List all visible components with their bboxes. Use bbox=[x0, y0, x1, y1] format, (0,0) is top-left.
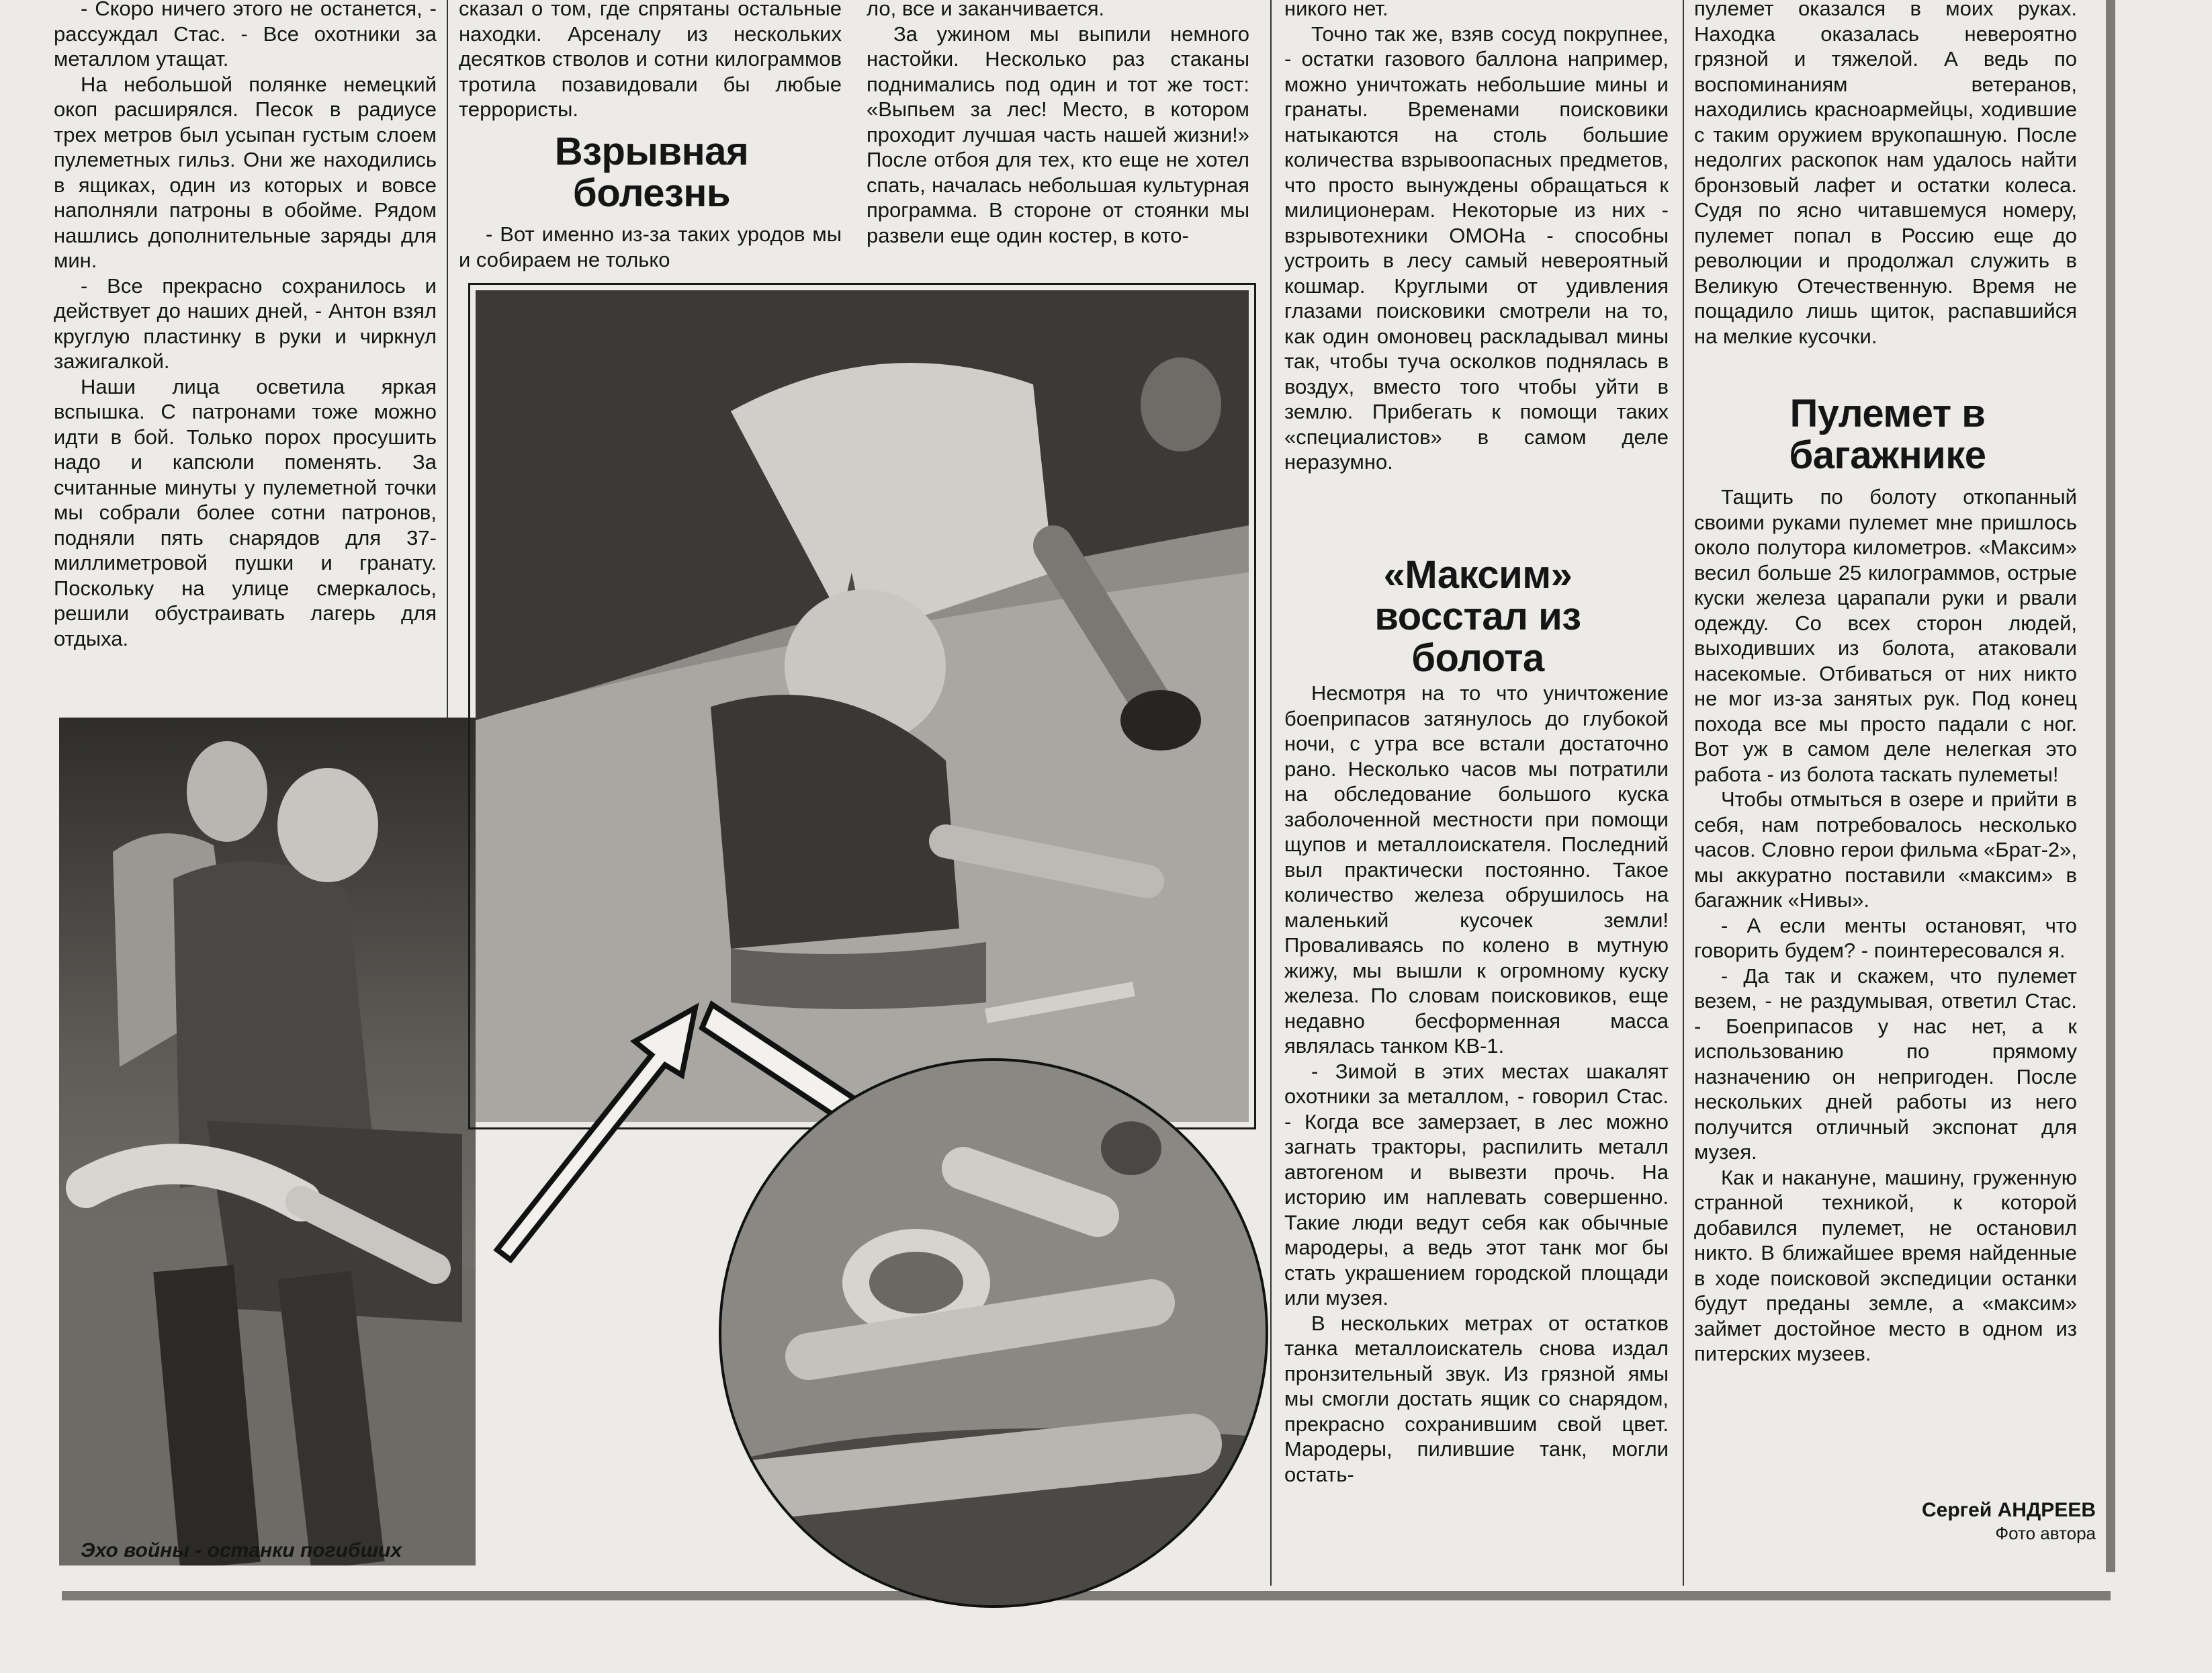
paragraph: В нескольких метрах от остатков танка металлоискатель снова издал пронзительный звук. Из грязной ямы мы смогли достать ящик со снарядом, прекрасно сохранившим свой цвет. Мародеры, пилившие танк, могли остать- bbox=[1284, 1311, 1669, 1486]
heading-text: Взрывная болезнь bbox=[554, 130, 749, 215]
paragraph: Наши лица осветила яркая вспышка. С патронами тоже можно идти в бой. Только порох просушить надо и капсюли поменять. За считанные минуты у пулеметной точки мы собрали более сотни патронов, подняли пять снарядов для 37-миллиметровой пушки и гранату. Поскольку на улице смеркалось, решили обустраивать лагерь для отдыха. bbox=[54, 374, 437, 650]
paragraph: За ужином мы выпили немного настойки. Несколько раз стаканы поднимались под один и тот же тост: «Выпьем за лес! Место, в котором проходит лучшая часть нашей жизни!» После отбоя для тех, кто еще не хотел спать, началась небольшая культурная программа. В стороне от стоянки мы развели еще один костер, в кото- bbox=[867, 22, 1249, 247]
photo-illustration bbox=[721, 1061, 1266, 1605]
article-column-4-bottom bbox=[1284, 681, 1669, 1487]
heading-vzryvnaya-bolezn bbox=[484, 131, 820, 214]
up-arrow-icon bbox=[497, 1008, 695, 1260]
heading-maksim-vosstal bbox=[1317, 554, 1639, 679]
paragraph: - Вот именно из-за таких уродов мы и собираем не только bbox=[459, 222, 842, 271]
article-column-3-top bbox=[867, 0, 1249, 248]
paragraph: - А если менты остановят, что говорить будем? - поинтересовался я. bbox=[1694, 913, 2077, 962]
article-column-5-bottom bbox=[1694, 484, 2077, 1367]
column-rule bbox=[447, 0, 448, 719]
bottom-rule bbox=[62, 1591, 2111, 1600]
photo-credit: Фото автора bbox=[1995, 1523, 2096, 1543]
heading-text: Пулемет в багажнике bbox=[1789, 392, 1986, 477]
paragraph: ло, все и заканчивается. bbox=[867, 0, 1105, 20]
paragraph: пулемет оказался в моих руках. Находка оказалась невероятно грязной и тяжелой. А ведь по воспоминаниям ветеранов, находились красноармейцы, ходившие с таким оружием врукопашную. После недолгих раскопок нам удалось найти бронзовый лафет и остатки колеса. Судя по ясно читавшемуся номеру, пулемет попал в Россию еще до революции и продолжал служить в Великую Отечественную. Время не пощадило лишь щиток, распавшийся на мелкие кусочки. bbox=[1694, 0, 2077, 348]
article-column-2-bottom bbox=[459, 222, 842, 272]
paragraph: Тащить по болоту откопанный своими руками пулемет мне пришлось около полутора километров. «Максим» весил больше 25 килограммов, острые куски железа царапали руки и рвали одежду. Со всех сторон людей, выходивших из болота, атаковали насекомые. Отбиваться от них никто не мог из-за занятых рук. Под конец похода все мы просто падали с ног. Вот уж в самом деле нелегкая это работа - из болота таскать пулеметы! bbox=[1694, 485, 2077, 786]
photo-illustration bbox=[59, 718, 476, 1565]
heading-text: «Максим» восстал из болота bbox=[1374, 553, 1581, 680]
author-name: Сергей АНДРЕЕВ bbox=[1921, 1499, 2096, 1521]
paragraph: - Все прекрасно сохранилось и действует до наших дней, - Антон взял круглую пластинку в руки и чиркнул зажигалкой. bbox=[54, 273, 437, 373]
caption-text: Эхо войны - останки погибших bbox=[81, 1539, 402, 1561]
paragraph: Чтобы отмыться в озере и прийти в себя, нам потребовалось несколько часов. Словно герои фильма «Брат-2», мы аккуратно поставили «максим» в багажник «Нивы». bbox=[1694, 787, 2077, 912]
paragraph: - Скоро ничего этого не останется, - рассуждал Стас. - Все охотники за металлом утащат. bbox=[54, 0, 437, 71]
photo-men-with-hose bbox=[59, 718, 476, 1565]
heading-pulemet-v-bagazhnike bbox=[1720, 393, 2055, 476]
paragraph: Несмотря на то что уничтожение боеприпасов затянулось до глубокой ночи, с утра все встали достаточно рано. Несколько часов мы потратили на обследование большого куска заболоченной местности при помощи щупов и металлоискателя. Последний выл практически постоянно. Такое количество железа обрушилось на маленький кусочек земли! Проваливаясь по колено в мутную жижу, мы вышли к огромному куску железа. По словам поисковиков, еще недавно бесформенная масса являлась танком КВ-1. bbox=[1284, 681, 1669, 1058]
photo-caption bbox=[81, 1539, 537, 1563]
paragraph: Точно так же, взяв сосуд покрупнее, - остатки газового баллона например, можно уничтожать небольшие мины и гранаты. Временами поисковики натыкаются на столь большие количества взрывоопасных предметов, что просто вынуждены обращаться к милиционерам. Некоторые из них - взрывотехники ОМОНа - способны устроить в лесу самый невероятный кошмар. Круглыми от удивления глазами поисковики смотрели на то, как один омоновец раскладывал мины так, чтобы туча осколков поднялась в воздух, вместо того чтобы уйти в землю. Прибегать к помощи таких «специалистов» в самом деле неразумно. bbox=[1284, 22, 1669, 474]
column-rule bbox=[1270, 0, 1272, 1586]
paragraph: сказал о том, где спрятаны остальные находки. Арсеналу из нескольких десятков стволов и сотни килограммов тротила позавидовали бы любые террористы. bbox=[459, 0, 842, 121]
article-column-2-top bbox=[459, 0, 842, 122]
photo-remains-inset bbox=[719, 1058, 1268, 1608]
paragraph: На небольшой полянке немецкий окоп расширялся. Песок в радиусе трех метров был усыпан густым слоем пулеметных гильз. Они же находились в ящиках, один из которых и вовсе наполняли патроны в обойме. Рядом нашлись дополнительные заряды для мин. bbox=[54, 72, 437, 272]
article-column-5-top bbox=[1694, 0, 2077, 349]
article-column-1 bbox=[54, 0, 437, 651]
column-rule bbox=[1683, 0, 1684, 1586]
article-column-4-top bbox=[1284, 0, 1669, 475]
byline bbox=[1746, 1498, 2096, 1544]
paragraph: никого нет. bbox=[1284, 0, 1388, 20]
paragraph: - Зимой в этих местах шакалят охотники за металлом, - говорил Стас. - Когда все замерзает, в лес можно загнать тракторы, распилить металл автогеном и вывезти прочь. На историю им наплевать совершенно. Такие люди ведут себя как обычные мародеры, а ведь этот танк мог бы стать украшением городской площади или музея. bbox=[1284, 1059, 1669, 1310]
paragraph: - Да так и скажем, что пулемет везем, - не раздумывая, ответил Стас. - Боеприпасов у нас нет, а к использованию по прямому назначению он непригоден. После нескольких дней работы из него получится отличный экспонат для музея. bbox=[1694, 963, 2077, 1164]
page-border-right bbox=[2106, 0, 2115, 1572]
paragraph: Как и накануне, машину, груженную странной техникой, к которой добавился пулемет, не остановил никто. В ближайшее время найденные в ходе поисковой экспедиции останки будут преданы земле, а «максим» займет достойное место в одном из питерских музеев. bbox=[1694, 1165, 2077, 1365]
